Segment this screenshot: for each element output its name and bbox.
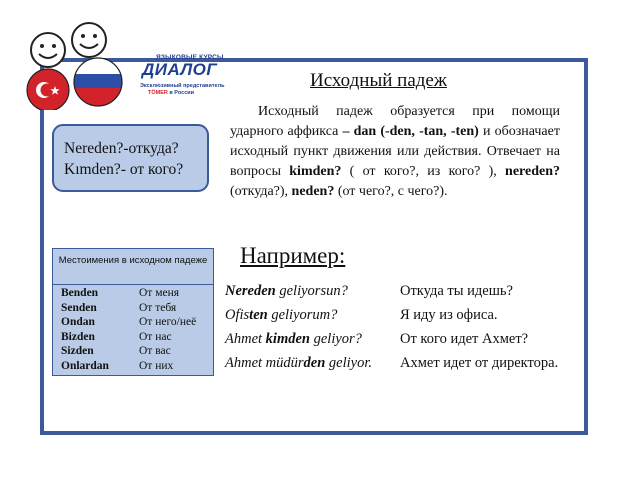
example-heading: Например: (240, 243, 346, 268)
pronoun-turkish: Onlardan (61, 359, 109, 372)
brand-tomer: TÖMER (148, 90, 168, 96)
table-row (53, 359, 213, 374)
intro-keyword: neden? (291, 184, 335, 199)
table-row (53, 330, 213, 345)
intro-affix: – dan (-den, -tan, -ten) (342, 124, 479, 139)
pronoun-table-header: Местоимения в исходном падеже (53, 249, 213, 285)
pronoun-russian: От тебя (139, 301, 177, 314)
table-row (53, 301, 213, 316)
pronoun-russian: От него/неё (139, 316, 197, 328)
intro-text: и обозначает исходный пункт движения или действия. Отвечает на вопросы (230, 124, 560, 179)
example-turkish: Ahmet müdürden geliyor. (225, 355, 373, 371)
table-row (53, 344, 213, 359)
pronoun-turkish: Benden (61, 287, 99, 299)
pronoun-turkish: Ondan (61, 316, 95, 328)
example-russian: Я иду из офиса. (400, 307, 498, 323)
example-turkish: Nereden geliyorsun? (225, 283, 348, 299)
brand-subtitle: Эксклюзивный представитель (140, 83, 225, 89)
pronoun-russian: От меня (139, 287, 180, 299)
table-row (53, 286, 213, 301)
intro-text: (откуда?), (230, 184, 292, 199)
intro-text: ( от кого?, из кого? ), (341, 164, 506, 179)
pronoun-russian: От нас (139, 330, 172, 343)
example-turkish: Ofisten geliyorum? (225, 307, 338, 323)
page-title: Исходный падеж (310, 70, 447, 91)
pronoun-turkish: Sizden (61, 345, 94, 357)
example-turkish: Ahmet kimden geliyor? (225, 331, 362, 347)
example-russian: От кого идет Ахмет? (400, 331, 529, 347)
example-russian: Ахмет идет от директора. (400, 355, 559, 371)
intro-keyword: nereden? (505, 164, 560, 179)
pronoun-russian: От вас (139, 345, 171, 357)
question-box (52, 124, 209, 192)
logo-mascots-icon (18, 10, 143, 110)
brand-name: ДИАЛОГ (142, 60, 218, 79)
pronoun-turkish: Senden (61, 301, 97, 314)
example-russian: Откуда ты идешь? (400, 283, 513, 299)
pronoun-table (52, 248, 214, 376)
brand-subtitle-2 (148, 90, 194, 96)
question-line: Nereden?-откуда? (64, 140, 179, 157)
question-line: Kımden?- от кого? (64, 161, 184, 178)
intro-text: (от чего?, с чего?). (334, 184, 448, 199)
pronoun-turkish: Bizden (61, 330, 95, 343)
intro-text: Исходный падеж образуется при помощи ударного аффикса (230, 104, 560, 139)
logo (18, 10, 233, 110)
table-row (53, 315, 213, 330)
brand-country: в России (167, 90, 195, 96)
pronoun-russian: От них (139, 359, 174, 372)
intro-keyword: kimden? (289, 164, 342, 179)
intro-paragraph (230, 102, 560, 202)
brand-tagline: ЯЗЫКОВЫЕ КУРСЫ (156, 54, 224, 61)
